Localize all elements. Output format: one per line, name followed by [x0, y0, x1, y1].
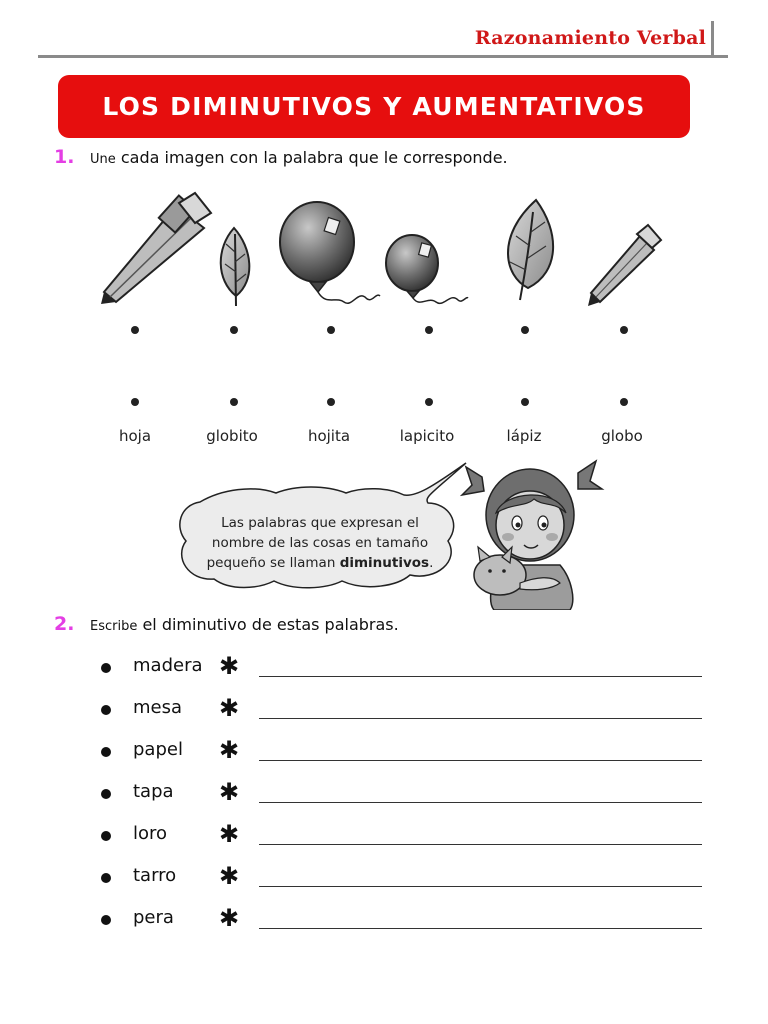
match-dot-top-3[interactable]	[327, 326, 335, 334]
bubble-line-1: Las palabras que expresan el	[221, 515, 419, 531]
header-title: Razonamiento Verbal	[474, 27, 706, 49]
bubble-line-3	[192, 553, 448, 573]
question-2-number: 2.	[54, 613, 75, 635]
question-2-text	[90, 615, 399, 634]
question-1-number: 1.	[54, 146, 75, 168]
header-rule	[38, 55, 728, 58]
question-1-text	[90, 148, 508, 167]
answer-line[interactable]	[259, 760, 702, 761]
row-word: pera	[133, 907, 174, 928]
match-dot-bottom-2[interactable]	[230, 398, 238, 406]
banner-title: LOS DIMINUTIVOS Y AUMENTATIVOS	[102, 92, 646, 121]
match-dot-top-4[interactable]	[425, 326, 433, 334]
row-bullet	[101, 747, 111, 757]
match-dot-bottom-4[interactable]	[425, 398, 433, 406]
match-dot-bottom-5[interactable]	[521, 398, 529, 406]
answer-line[interactable]	[259, 802, 702, 803]
bubble-text	[192, 513, 448, 573]
row-word: tarro	[133, 865, 177, 886]
match-word: hoja	[118, 427, 152, 445]
question-1-lead: Une	[90, 152, 116, 167]
row-word: loro	[133, 823, 168, 844]
row-bullet	[101, 831, 111, 841]
row-star-icon: ✱	[219, 820, 240, 848]
match-dot-top-5[interactable]	[521, 326, 529, 334]
balloon-small-icon	[386, 235, 468, 303]
leaf-small-icon	[221, 228, 250, 306]
match-word: lapicito	[399, 427, 455, 445]
bubble-line-3-post: .	[429, 555, 434, 571]
bubble-keyword: diminutivos	[339, 555, 430, 571]
row-bullet	[101, 663, 111, 673]
row-bullet	[101, 705, 111, 715]
match-word: lápiz	[506, 427, 542, 445]
row-bullet	[101, 873, 111, 883]
row-word: madera	[133, 655, 203, 676]
question-1-rest: cada imagen con la palabra que le corresponde.	[120, 148, 508, 167]
row-word: tapa	[133, 781, 174, 802]
girl-with-cat-illustration	[460, 455, 605, 610]
question-2-lead: Escribe	[90, 619, 138, 634]
row-star-icon: ✱	[219, 652, 240, 680]
row-word: mesa	[133, 697, 183, 718]
row-star-icon: ✱	[219, 736, 240, 764]
answer-line[interactable]	[259, 886, 702, 887]
balloon-big-icon	[280, 202, 380, 303]
bubble-line-3-pre: pequeño se llaman	[206, 555, 340, 571]
title-banner	[58, 75, 690, 138]
answer-line[interactable]	[259, 844, 702, 845]
match-dot-bottom-1[interactable]	[131, 398, 139, 406]
header-divider	[711, 21, 714, 57]
match-dot-bottom-3[interactable]	[327, 398, 335, 406]
row-star-icon: ✱	[219, 862, 240, 890]
row-star-icon: ✱	[219, 694, 240, 722]
leaf-big-icon	[508, 200, 553, 300]
row-bullet	[101, 915, 111, 925]
match-dot-bottom-6[interactable]	[620, 398, 628, 406]
row-star-icon: ✱	[219, 904, 240, 932]
row-bullet	[101, 789, 111, 799]
pencil-small-icon	[588, 225, 661, 306]
answer-line[interactable]	[259, 928, 702, 929]
match-dot-top-6[interactable]	[620, 326, 628, 334]
match-dot-top-1[interactable]	[131, 326, 139, 334]
answer-line[interactable]	[259, 718, 702, 719]
pencil-big-icon	[101, 193, 211, 304]
bubble-line-2: nombre de las cosas en tamaño	[211, 535, 429, 551]
match-word: hojita	[307, 427, 351, 445]
row-star-icon: ✱	[219, 778, 240, 806]
answer-line[interactable]	[259, 676, 702, 677]
row-word: papel	[133, 739, 183, 760]
match-word: globito	[206, 427, 258, 445]
question-2-rest: el diminutivo de estas palabras.	[142, 615, 399, 634]
match-dot-top-2[interactable]	[230, 326, 238, 334]
match-word: globo	[601, 427, 643, 445]
